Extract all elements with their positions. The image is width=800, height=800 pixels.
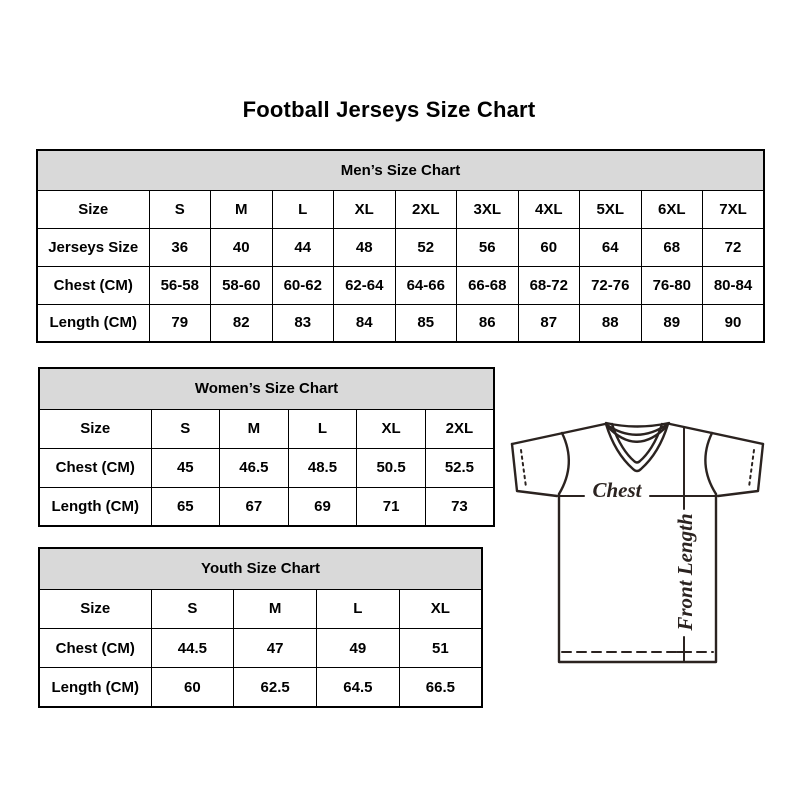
- jersey-measurement-diagram: [498, 403, 782, 675]
- cell: 64.5: [317, 668, 400, 707]
- youth-size-table-grid: [38, 547, 483, 708]
- cell: 76-80: [641, 266, 703, 304]
- column-header: M: [211, 190, 273, 228]
- cell: 46.5: [220, 448, 289, 487]
- cell: 82: [211, 304, 273, 342]
- front-length-label: Front Length: [673, 513, 697, 631]
- cell: 86: [457, 304, 519, 342]
- cell: 52.5: [425, 448, 494, 487]
- cell: 72-76: [580, 266, 642, 304]
- mens-table-title: Men’s Size Chart: [37, 150, 764, 190]
- cell: 90: [703, 304, 765, 342]
- table-row-chest: [39, 448, 494, 487]
- cell: 64-66: [395, 266, 457, 304]
- column-header: M: [234, 589, 317, 628]
- cell: 80-84: [703, 266, 765, 304]
- column-header: L: [317, 589, 400, 628]
- cell: 88: [580, 304, 642, 342]
- womens-size-table-grid: [38, 367, 495, 527]
- cell: 62.5: [234, 668, 317, 707]
- cell: 72: [703, 228, 765, 266]
- chest-label: Chest: [592, 478, 642, 502]
- cell: 69: [288, 487, 357, 526]
- table-title-row: [37, 150, 764, 190]
- column-header: 2XL: [425, 409, 494, 448]
- table-title-row: [39, 548, 482, 589]
- cell: 83: [272, 304, 334, 342]
- table-row-jerseys-size: [37, 228, 764, 266]
- cell: 58-60: [211, 266, 273, 304]
- row-header: Chest (CM): [39, 448, 151, 487]
- table-header-row: [37, 190, 764, 228]
- column-header-size: Size: [37, 190, 149, 228]
- column-header: 3XL: [457, 190, 519, 228]
- jersey-outline-icon: [512, 423, 763, 662]
- womens-table-title: Women’s Size Chart: [39, 368, 494, 409]
- cell: 49: [317, 629, 400, 668]
- mens-size-table: [36, 149, 765, 343]
- cell: 84: [334, 304, 396, 342]
- column-header: L: [272, 190, 334, 228]
- cell: 40: [211, 228, 273, 266]
- column-header: 2XL: [395, 190, 457, 228]
- cell: 64: [580, 228, 642, 266]
- mens-size-table-grid: [36, 149, 765, 343]
- table-row-chest: [39, 629, 482, 668]
- cell: 52: [395, 228, 457, 266]
- cell: 89: [641, 304, 703, 342]
- row-header: Length (CM): [39, 668, 151, 707]
- cell: 66-68: [457, 266, 519, 304]
- cell: 60: [518, 228, 580, 266]
- cell: 87: [518, 304, 580, 342]
- cell: 66.5: [399, 668, 482, 707]
- youth-size-table: [38, 547, 483, 708]
- column-header: S: [151, 589, 234, 628]
- cell: 48: [334, 228, 396, 266]
- column-header: XL: [399, 589, 482, 628]
- youth-table-title: Youth Size Chart: [39, 548, 482, 589]
- column-header: S: [149, 190, 211, 228]
- column-header: 4XL: [518, 190, 580, 228]
- cell: 60: [151, 668, 234, 707]
- table-title-row: [39, 368, 494, 409]
- row-header: Length (CM): [39, 487, 151, 526]
- column-header: 6XL: [641, 190, 703, 228]
- page-title: Football Jerseys Size Chart: [242, 97, 536, 122]
- cell: 65: [151, 487, 220, 526]
- row-header: Chest (CM): [39, 629, 151, 668]
- table-row-length: [39, 668, 482, 707]
- table-header-row: [39, 589, 482, 628]
- column-header-size: Size: [39, 589, 151, 628]
- cell: 47: [234, 629, 317, 668]
- cell: 56-58: [149, 266, 211, 304]
- cell: 50.5: [357, 448, 426, 487]
- table-row-chest: [37, 266, 764, 304]
- cell: 44.5: [151, 629, 234, 668]
- cell: 85: [395, 304, 457, 342]
- row-header: Chest (CM): [37, 266, 149, 304]
- column-header: L: [288, 409, 357, 448]
- cell: 45: [151, 448, 220, 487]
- cell: 51: [399, 629, 482, 668]
- row-header: Jerseys Size: [37, 228, 149, 266]
- column-header: XL: [357, 409, 426, 448]
- column-header: M: [220, 409, 289, 448]
- table-row-length: [39, 487, 494, 526]
- column-header: 7XL: [703, 190, 765, 228]
- cell: 44: [272, 228, 334, 266]
- row-header: Length (CM): [37, 304, 149, 342]
- cell: 67: [220, 487, 289, 526]
- cell: 60-62: [272, 266, 334, 304]
- cell: 71: [357, 487, 426, 526]
- cell: 36: [149, 228, 211, 266]
- cell: 79: [149, 304, 211, 342]
- cell: 48.5: [288, 448, 357, 487]
- column-header: XL: [334, 190, 396, 228]
- cell: 62-64: [334, 266, 396, 304]
- column-header: S: [151, 409, 220, 448]
- column-header-size: Size: [39, 409, 151, 448]
- womens-size-table: [38, 367, 495, 527]
- column-header: 5XL: [580, 190, 642, 228]
- table-header-row: [39, 409, 494, 448]
- cell: 68: [641, 228, 703, 266]
- cell: 56: [457, 228, 519, 266]
- cell: 68-72: [518, 266, 580, 304]
- cell: 73: [425, 487, 494, 526]
- table-row-length: [37, 304, 764, 342]
